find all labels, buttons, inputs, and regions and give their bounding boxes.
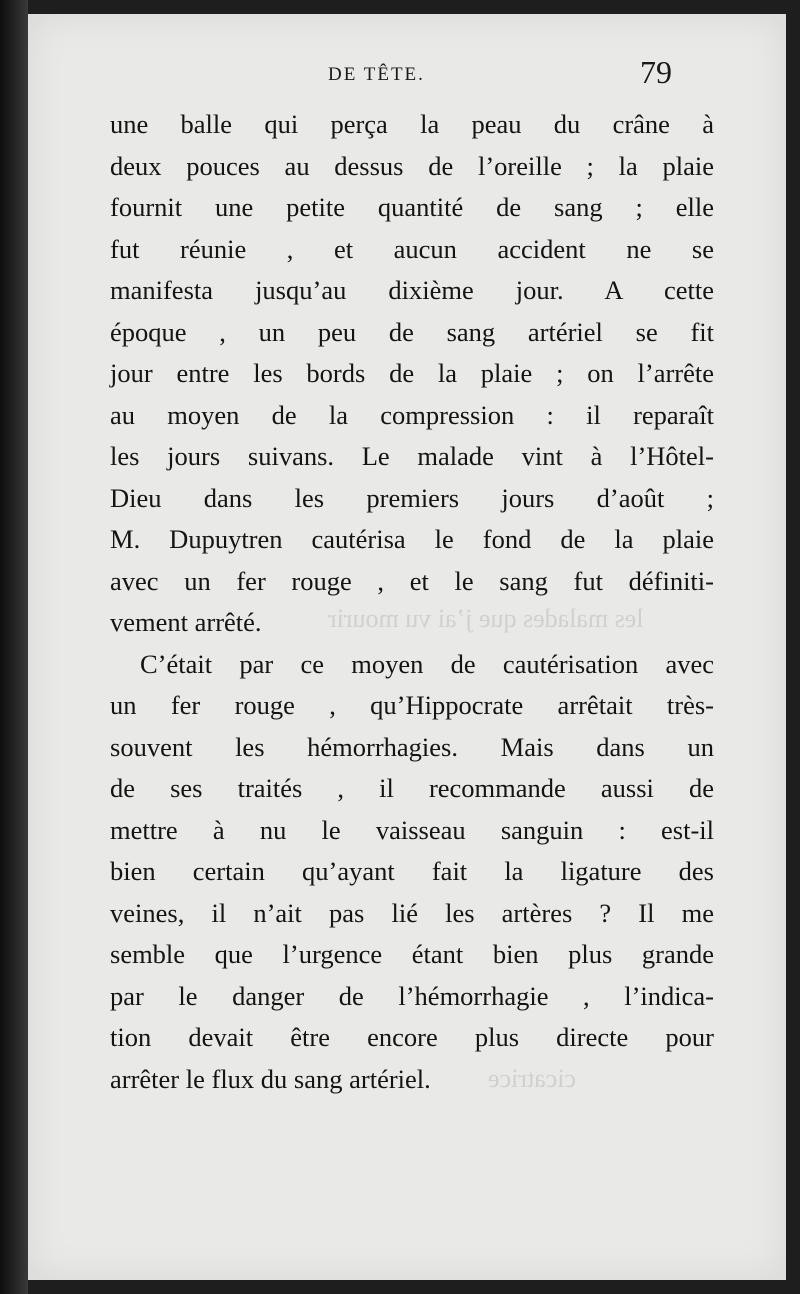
paragraph-1 xyxy=(110,104,714,644)
page-edge xyxy=(0,0,28,1294)
text-line: deux pouces au dessus de l’oreille ; la plaie xyxy=(110,150,714,181)
text-line: souvent les hémorrhagies. Mais dans un xyxy=(110,731,714,762)
text-line: époque , un peu de sang artériel se fit xyxy=(110,316,714,347)
text-line: une balle qui perça la peau du crâne à xyxy=(110,109,714,139)
page-number: 79 xyxy=(640,54,672,90)
book-page xyxy=(28,14,786,1280)
text-line: M. Dupuytren cautérisa le fond de la plaie xyxy=(110,524,714,554)
text-line: jour entre les bords de la plaie ; on l’arrête xyxy=(110,358,714,388)
text-line: les jours suivans. Le malade vint à l’Hôtel- xyxy=(110,441,714,471)
text-line: mettre à nu le vaisseau sanguin : est-il xyxy=(110,814,714,845)
paragraph-2 xyxy=(110,644,714,1101)
text-line: arrêter le flux du sang artériel. xyxy=(110,1063,431,1094)
text-line: veines, il n’ait pas lié les artères ? Il me xyxy=(110,897,714,928)
body-text xyxy=(110,104,714,1100)
text-line: tion devait être encore plus directe pour xyxy=(110,1022,714,1052)
text-line: par le danger de l’hémorrhagie , l’indica- xyxy=(110,980,714,1011)
text-line: semble que l’urgence étant bien plus grande xyxy=(110,939,714,969)
bleed-through-text: cicatrice xyxy=(488,1064,577,1093)
running-head: DE TÊTE. xyxy=(328,64,425,85)
text-line: C’était par ce moyen de cautérisation avec xyxy=(140,648,714,679)
bleed-through-text: les malades que j’ai vu mourir xyxy=(328,604,644,633)
text-line: au moyen de la compression : il reparaît xyxy=(110,399,714,430)
text-line: vement arrêté. xyxy=(110,607,262,637)
text-line: un fer rouge , qu’Hippocrate arrêtait très- xyxy=(110,690,714,720)
page-header xyxy=(28,54,786,98)
text-line: de ses traités , il recommande aussi de xyxy=(110,773,714,803)
text-line: fut réunie , et aucun accident ne se xyxy=(110,233,714,264)
text-line: manifesta jusqu’au dixième jour. A cette xyxy=(110,275,714,305)
text-line: Dieu dans les premiers jours d’août ; xyxy=(110,482,714,513)
text-line: fournit une petite quantité de sang ; elle xyxy=(110,192,714,222)
text-line: avec un fer rouge , et le sang fut définiti- xyxy=(110,565,714,596)
text-line: bien certain qu’ayant fait la ligature des xyxy=(110,856,714,886)
